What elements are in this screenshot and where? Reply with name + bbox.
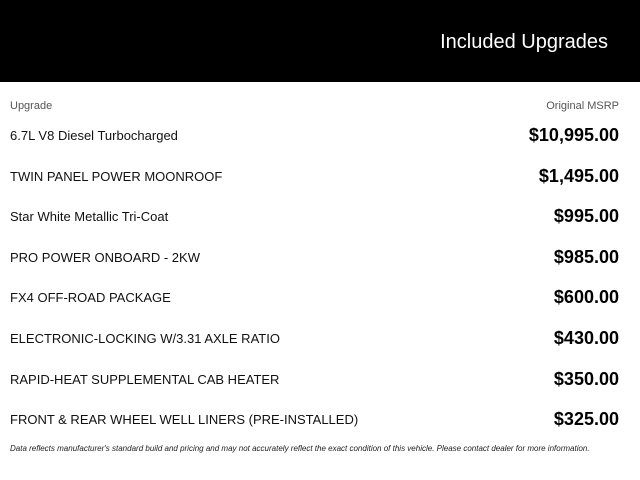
upgrade-name: 6.7L V8 Diesel Turbocharged — [10, 128, 178, 143]
upgrade-name: FRONT & REAR WHEEL WELL LINERS (PRE-INSTALLED) — [10, 412, 359, 428]
header-bar — [0, 0, 640, 82]
upgrade-name: FX4 OFF-ROAD PACKAGE — [10, 290, 171, 306]
upgrade-price: $350.00 — [553, 368, 619, 389]
upgrade-price: $600.00 — [553, 287, 619, 308]
upgrade-row — [0, 197, 640, 238]
column-header-msrp: Original MSRP — [546, 100, 619, 112]
column-header-upgrade: Upgrade — [10, 100, 53, 112]
upgrade-name: PRO POWER ONBOARD - 2KW — [10, 249, 200, 265]
upgrades-list — [0, 116, 640, 441]
upgrade-price: $430.00 — [553, 327, 619, 348]
upgrade-price: $985.00 — [553, 246, 619, 267]
upgrade-row — [0, 360, 640, 401]
upgrade-row — [0, 157, 640, 198]
page-title: Included Upgrades — [440, 31, 608, 53]
disclaimer-text: Data reflects manufacturer's standard build and pricing and may not accurately reflect the exact condition of this vehicle. Please contact dealer for more information. — [10, 444, 590, 453]
upgrade-name: Star White Metallic Tri-Coat — [10, 209, 169, 225]
upgrade-price: $10,995.00 — [528, 125, 619, 145]
upgrade-row — [0, 278, 640, 319]
upgrade-price: $325.00 — [553, 409, 619, 430]
upgrade-name: RAPID-HEAT SUPPLEMENTAL CAB HEATER — [10, 371, 280, 387]
upgrade-row — [0, 116, 640, 157]
upgrade-price: $995.00 — [553, 206, 619, 227]
upgrade-row — [0, 400, 640, 441]
upgrade-name: ELECTRONIC-LOCKING W/3.31 AXLE RATIO — [10, 330, 280, 346]
upgrade-price: $1,495.00 — [538, 165, 619, 186]
upgrade-row — [0, 319, 640, 360]
upgrade-name: TWIN PANEL POWER MOONROOF — [10, 168, 223, 184]
upgrade-row — [0, 238, 640, 279]
